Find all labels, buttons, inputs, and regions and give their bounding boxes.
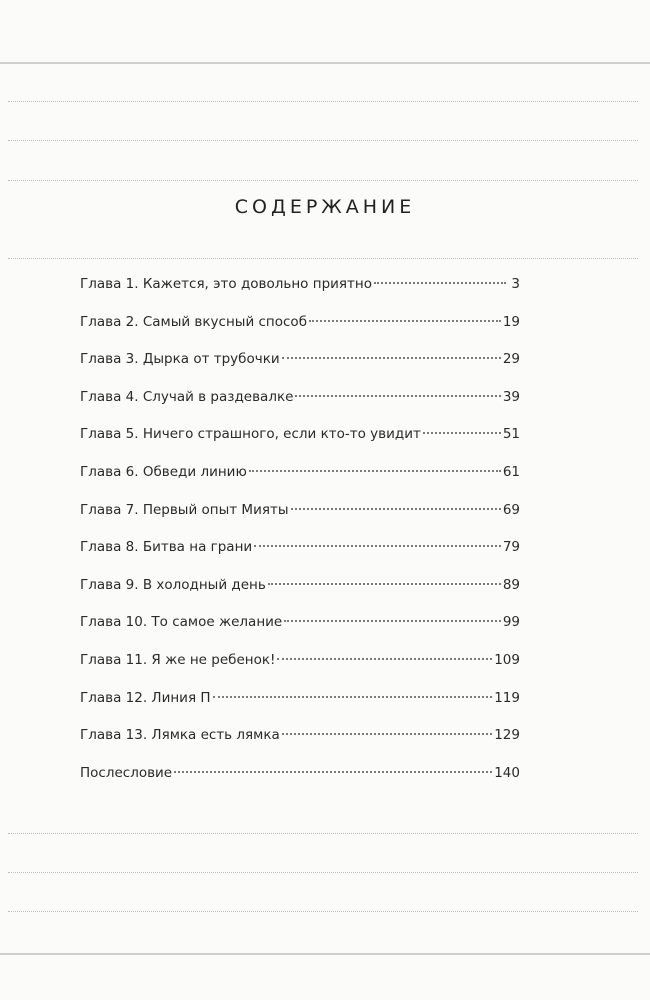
page-title: СОДЕРЖАНИЕ bbox=[234, 196, 416, 218]
toc-entry bbox=[80, 276, 520, 300]
toc-entry-label: Глава 9. В холодный день bbox=[80, 577, 266, 593]
ruled-line bbox=[8, 872, 638, 873]
toc-entry-label: Глава 5. Ничего страшного, если кто-то увидит bbox=[80, 426, 421, 442]
toc-entry-label: Глава 6. Обведи линию bbox=[80, 464, 247, 480]
toc-dot-leader bbox=[249, 470, 501, 472]
toc-dot-leader bbox=[284, 620, 501, 622]
toc-dot-leader bbox=[213, 696, 493, 698]
toc-entry bbox=[80, 577, 520, 601]
toc-entry-page-number: 39 bbox=[502, 389, 520, 405]
toc-entry-page-number: 89 bbox=[502, 577, 520, 593]
toc-entry bbox=[80, 426, 520, 450]
ruled-line bbox=[8, 911, 638, 912]
toc-entry-label: Глава 12. Линия П bbox=[80, 690, 211, 706]
toc-entry bbox=[80, 464, 520, 488]
toc-entry-page-number: 61 bbox=[502, 464, 520, 480]
toc-entry-label: Глава 11. Я же не ребенок! bbox=[80, 652, 276, 668]
toc-dot-leader bbox=[174, 771, 492, 773]
page-bottom-edge bbox=[0, 953, 650, 955]
page-top-edge bbox=[0, 62, 650, 64]
ruled-line bbox=[8, 101, 638, 102]
toc-entry-page-number: 79 bbox=[502, 539, 520, 555]
toc-entry bbox=[80, 314, 520, 338]
toc-entry-page-number: 29 bbox=[502, 351, 520, 367]
toc-entry-label: Глава 10. То самое желание bbox=[80, 614, 283, 630]
toc-entry bbox=[80, 765, 520, 789]
ruled-line bbox=[8, 833, 638, 834]
toc-entry-page-number: 51 bbox=[502, 426, 520, 442]
toc-entry-label: Послесловие bbox=[80, 765, 173, 781]
toc-entry bbox=[80, 539, 520, 563]
ruled-line bbox=[8, 140, 638, 141]
toc-entry-page-number: 69 bbox=[502, 502, 520, 518]
toc-entry-page-number: 129 bbox=[494, 727, 520, 743]
toc-dot-leader bbox=[291, 508, 501, 510]
toc-entry-page-number: 3 bbox=[511, 276, 520, 292]
toc-entry bbox=[80, 502, 520, 526]
toc-dot-leader bbox=[423, 432, 501, 434]
toc-dot-leader bbox=[277, 658, 492, 660]
toc-dot-leader bbox=[309, 320, 501, 322]
toc-dot-leader bbox=[282, 357, 501, 359]
toc-dot-leader bbox=[295, 395, 500, 397]
toc-entry bbox=[80, 727, 520, 751]
toc-entry-page-number: 109 bbox=[494, 652, 520, 668]
ruled-line bbox=[8, 180, 638, 181]
toc-dot-leader bbox=[268, 583, 501, 585]
toc-dot-leader bbox=[254, 545, 501, 547]
ruled-line bbox=[8, 258, 638, 259]
toc-entry bbox=[80, 351, 520, 375]
toc-dot-leader bbox=[282, 733, 492, 735]
toc-entry bbox=[80, 690, 520, 714]
toc-entry bbox=[80, 652, 520, 676]
toc-entry-page-number: 119 bbox=[494, 690, 520, 706]
toc-entry bbox=[80, 614, 520, 638]
toc-entry-label: Глава 7. Первый опыт Мияты bbox=[80, 502, 289, 518]
toc-entry-page-number: 140 bbox=[494, 765, 520, 781]
toc-entry-label: Глава 1. Кажется, это довольно приятно bbox=[80, 276, 372, 292]
toc-entry-label: Глава 2. Самый вкусный способ bbox=[80, 314, 308, 330]
toc-entry-label: Глава 4. Случай в раздевалке bbox=[80, 389, 294, 405]
toc-entry-label: Глава 3. Дырка от трубочки bbox=[80, 351, 280, 367]
toc-entry-page-number: 19 bbox=[502, 314, 520, 330]
toc-entry-label: Глава 8. Битва на грани bbox=[80, 539, 253, 555]
toc-dot-leader bbox=[374, 282, 506, 284]
toc-entry bbox=[80, 389, 520, 413]
toc-entry-page-number: 99 bbox=[502, 614, 520, 630]
toc-entry-label: Глава 13. Лямка есть лямка bbox=[80, 727, 280, 743]
